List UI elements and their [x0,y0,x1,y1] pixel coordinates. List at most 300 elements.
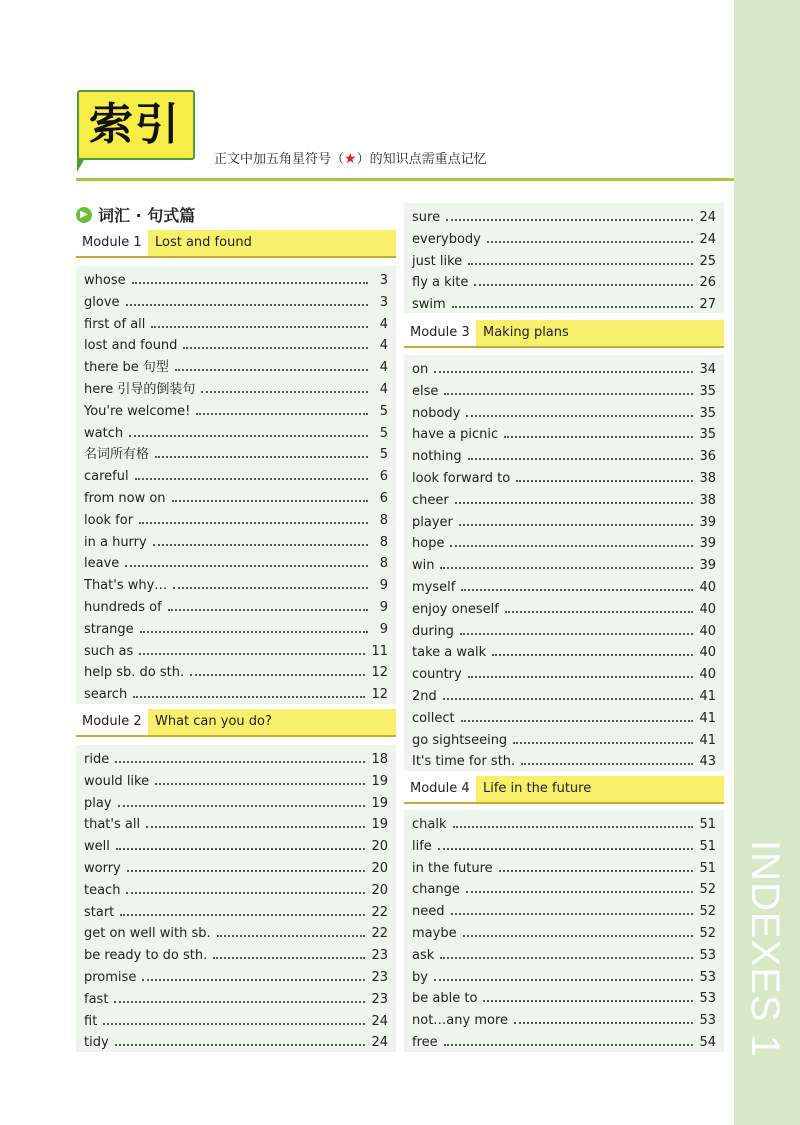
index-entry [412,597,716,617]
index-entry [84,268,388,288]
index-entry [84,377,388,397]
dot-leader [455,502,694,504]
module-number: Module 1 [76,230,148,256]
entry-word: swim [412,297,446,313]
entry-word: chalk [412,817,447,832]
dot-leader [444,1044,694,1046]
dot-leader [151,326,368,328]
entry-word: have a picnic [412,427,499,443]
entry-word: play [84,795,112,811]
dot-leader [139,522,368,524]
dot-leader [142,979,365,981]
dot-leader [114,1001,365,1003]
dot-leader [135,478,368,480]
entry-word: look for [84,512,134,528]
entry-word: whose [84,273,126,288]
entry-page: 6 [379,469,388,485]
dot-leader [175,369,368,371]
entry-word: You're welcome! [84,403,191,419]
entry-word: watch [84,425,124,441]
index-entry [84,617,388,637]
entry-page: 5 [379,403,388,419]
entry-page: 24 [699,210,716,225]
index-entry [412,877,716,897]
entry-word: That's why… [84,578,168,594]
entry-page: 39 [699,558,716,574]
entry-page: 41 [699,710,716,726]
entry-page: 39 [699,536,716,552]
entry-page: 8 [379,556,388,572]
entry-word: not…any more [412,1013,508,1029]
dot-leader [461,589,693,591]
index-entry [84,442,388,462]
entry-word: would like [84,773,150,789]
dot-leader [499,870,694,872]
module-number: Module 3 [404,320,476,346]
entry-word: here 引导的倒装句 [84,382,196,397]
entry-page: 3 [379,294,388,310]
entry-word: nobody [412,405,461,421]
entry-word: country [412,667,462,683]
module-2-continued-list [404,203,724,313]
module-3-list [404,355,724,771]
entry-page: 40 [699,580,716,595]
entry-page: 19 [371,795,388,811]
dot-leader [116,848,366,850]
index-entry [84,900,388,920]
module-1-list [76,266,396,704]
entry-word: fit [84,1013,98,1029]
dot-leader [127,870,366,872]
dot-leader [461,720,694,722]
index-entry [84,965,388,985]
entry-page: 52 [699,926,716,941]
entry-word: there be 句型 [84,360,169,376]
entry-page: 52 [699,904,716,920]
entry-page: 35 [699,383,716,399]
dot-leader [217,935,366,937]
index-entry [412,531,716,551]
index-entry [84,421,388,441]
entry-page: 9 [379,578,388,594]
index-entry [84,943,388,963]
entry-word: sure [412,210,441,225]
dot-leader [103,1023,365,1025]
entry-page: 43 [699,754,716,770]
module-1-header [76,230,396,258]
star-icon: ★ [344,151,357,167]
entry-word: lost and found [84,338,178,354]
dot-leader [514,1022,693,1024]
dot-leader [438,848,694,850]
entry-word: strange [84,621,134,637]
entry-word: change [412,882,460,898]
index-entry [84,530,388,550]
dot-leader [118,805,366,807]
entry-page: 40 [699,667,716,683]
entry-page: 38 [699,492,716,508]
entry-word: during [412,623,454,639]
dot-leader [129,435,368,437]
entry-page: 4 [379,360,388,376]
dot-leader [201,391,368,393]
module-2-list [76,745,396,1052]
index-entry [84,878,388,898]
index-entry [84,856,388,876]
entry-word: life [412,838,432,854]
index-entry [412,422,716,442]
entry-word: maybe [412,926,457,941]
index-entry [412,357,716,377]
index-entry [412,249,716,269]
index-entry [412,510,716,530]
entry-word: that's all [84,817,141,833]
entry-page: 5 [379,447,388,463]
entry-word: be able to [412,991,478,1007]
entry-word: everybody [412,231,481,247]
module-3-header [404,320,724,348]
entry-page: 24 [371,1013,388,1029]
index-entry [84,312,388,332]
dot-leader [468,676,694,678]
index-entry [412,488,716,508]
entry-page: 24 [371,1035,388,1051]
dot-leader [444,393,693,395]
entry-page: 23 [371,948,388,964]
dot-leader [521,763,693,765]
dot-leader [155,456,368,458]
dot-leader [505,611,694,613]
entry-word: in a hurry [84,534,147,550]
dot-leader [513,742,693,744]
entry-page: 27 [699,297,716,313]
index-entry [412,270,716,290]
dot-leader [168,609,368,611]
entry-page: 20 [371,882,388,898]
entry-page: 36 [699,449,716,465]
entry-page: 12 [371,687,388,703]
dot-leader [466,891,694,893]
index-entry [412,1008,716,1028]
dot-leader [172,500,368,502]
entry-word: glove [84,294,120,310]
entry-word: need [412,904,445,920]
index-entry [84,639,388,659]
entry-word: fast [84,991,109,1007]
entry-word: such as [84,643,134,659]
entry-page: 19 [371,817,388,833]
entry-word: careful [84,469,129,485]
entry-page: 20 [371,839,388,855]
dot-leader [213,957,365,959]
entry-word: go sightseeing [412,732,508,748]
side-label: INDEXES 1 [743,840,787,1058]
entry-word: search [84,687,128,703]
dot-leader [468,263,693,265]
index-entry [412,401,716,421]
dot-leader [443,698,694,700]
entry-word: 名词所有格 [84,447,150,463]
index-entry [84,573,388,593]
index-entry [412,1030,716,1050]
entry-word: hope [412,536,445,552]
index-entry [412,227,716,247]
entry-page: 24 [699,231,716,247]
entry-page: 20 [371,861,388,876]
module-number: Module 4 [404,776,476,802]
entry-page: 19 [371,773,388,789]
entry-word: get on well with sb. [84,926,211,942]
index-entry [84,399,388,419]
entry-page: 51 [699,838,716,854]
index-entry [412,205,716,225]
entry-word: else [412,383,439,399]
section-heading-text: 词汇 · 句式篇 [98,206,196,225]
index-entry [84,1030,388,1050]
index-entry [84,355,388,375]
entry-word: win [412,558,435,574]
index-entry [412,640,716,660]
dot-leader [139,653,365,655]
entry-page: 12 [371,665,388,681]
dot-leader [452,306,694,308]
entry-word: help sb. do sth. [84,665,185,681]
index-entry [412,466,716,486]
entry-page: 5 [379,425,388,441]
entry-page: 53 [699,947,716,963]
dot-leader [183,347,368,349]
index-entry [412,662,716,682]
dot-leader [492,654,693,656]
dot-leader [466,415,693,417]
module-title: Life in the future [483,781,592,796]
entry-page: 11 [371,643,388,659]
dot-leader [460,633,694,635]
index-entry [84,921,388,941]
entry-page: 34 [699,362,716,377]
entry-page: 40 [699,601,716,617]
entry-page: 22 [371,904,388,920]
dot-leader [133,696,365,698]
dot-leader [483,1000,693,1002]
entry-page: 41 [699,689,716,704]
dot-leader [155,783,365,785]
dot-leader [115,1044,366,1046]
entry-word: player [412,514,453,530]
entry-page: 53 [699,991,716,1007]
index-entry [412,899,716,919]
index-entry [84,682,388,702]
dot-leader [120,914,365,916]
entry-page: 39 [699,514,716,530]
entry-page: 53 [699,1013,716,1029]
entry-word: enjoy oneself [412,601,499,617]
dot-leader [468,458,694,460]
index-entry [412,856,716,876]
entry-page: 53 [699,969,716,985]
entry-word: It's time for sth. [412,754,516,770]
module-2-header [76,709,396,737]
entry-word: worry [84,861,121,876]
index-entry [84,834,388,854]
entry-word: free [412,1035,438,1050]
entry-page: 9 [379,600,388,615]
dot-leader [434,979,694,981]
module-number: Module 2 [76,709,148,735]
entry-page: 35 [699,405,716,421]
entry-word: promise [84,970,137,985]
entry-page: 23 [371,970,388,985]
index-entry [412,943,716,963]
header-divider [76,178,734,181]
index-entry [412,749,716,769]
entry-page: 40 [699,623,716,639]
dot-leader [173,587,368,589]
module-title: Lost and found [155,235,252,250]
dot-leader [115,761,365,763]
entry-page: 40 [699,645,716,661]
entry-word: leave [84,556,120,572]
dot-leader [459,524,694,526]
page-title: 索引 [89,99,181,150]
entry-page: 25 [699,253,716,269]
index-entry [412,921,716,941]
index-entry [412,728,716,748]
page-title-box [77,90,195,160]
entry-word: 2nd [412,689,437,704]
index-entry [84,464,388,484]
entry-page: 51 [699,817,716,832]
entry-page: 22 [371,926,388,942]
index-entry [84,812,388,832]
dot-leader [190,674,365,676]
entry-page: 8 [379,512,388,528]
entry-page: 3 [379,273,388,288]
entry-word: collect [412,710,455,726]
index-entry [84,333,388,353]
entry-page: 38 [699,471,716,486]
entry-page: 4 [379,382,388,397]
entry-page: 26 [699,275,716,291]
dot-leader [153,544,368,546]
subtitle-after: ）的知识点需重点记忆 [356,152,487,167]
section-heading [76,203,195,226]
dot-leader [196,413,368,415]
dot-leader [450,545,693,547]
entry-page: 6 [379,491,388,506]
index-entry [412,706,716,726]
index-entry [84,660,388,680]
title-box-tail [77,158,85,172]
entry-word: well [84,839,110,855]
arrow-right-icon: ▶ [76,207,92,223]
index-entry [412,834,716,854]
entry-page: 9 [379,621,388,637]
entry-word: on [412,362,429,377]
entry-word: start [84,904,115,920]
dot-leader [487,241,694,243]
dot-leader [451,913,694,915]
dot-leader [146,826,365,828]
module-4-header [404,776,724,804]
subtitle-before: 正文中加五角星符号（ [214,152,345,167]
index-entry [412,812,716,832]
dot-leader [125,565,368,567]
entry-word: ask [412,947,435,963]
entry-word: ride [84,752,110,767]
dot-leader [463,935,694,937]
entry-page: 18 [371,752,388,767]
index-entry [84,769,388,789]
index-entry [84,747,388,767]
dot-leader [440,957,693,959]
entry-word: take a walk [412,645,487,661]
entry-page: 54 [699,1035,716,1050]
entry-word: look forward to [412,471,511,486]
index-entry [84,290,388,310]
index-entry [412,553,716,573]
entry-page: 52 [699,882,716,898]
index-entry [84,595,388,615]
entry-word: be ready to do sth. [84,948,208,964]
index-entry [412,292,716,312]
module-title: Making plans [483,325,569,340]
entry-page: 51 [699,860,716,876]
entry-page: 4 [379,316,388,332]
index-entry [412,444,716,464]
entry-page: 8 [379,534,388,550]
dot-leader [140,631,368,633]
entry-page: 23 [371,991,388,1007]
index-entry [84,987,388,1007]
index-entry [84,791,388,811]
index-entry [412,684,716,704]
dot-leader [504,436,693,438]
index-entry [412,986,716,1006]
entry-page: 41 [699,732,716,748]
entry-word: by [412,969,428,985]
dot-leader [126,304,368,306]
index-entry [84,508,388,528]
dot-leader [516,480,693,482]
dot-leader [453,826,694,828]
index-entry [84,486,388,506]
index-entry [412,619,716,639]
dot-leader [474,284,693,286]
entry-word: in the future [412,860,493,876]
index-entry [84,1009,388,1029]
entry-word: hundreds of [84,600,162,615]
entry-word: just like [412,253,463,269]
dot-leader [434,371,693,373]
dot-leader [440,567,693,569]
dot-leader [132,282,368,284]
entry-word: nothing [412,449,462,465]
entry-word: teach [84,882,121,898]
module-4-list [404,810,724,1052]
entry-word: from now on [84,491,166,506]
entry-word: first of all [84,316,146,332]
module-title: What can you do? [155,714,272,729]
index-entry [412,379,716,399]
entry-word: myself [412,580,456,595]
entry-page: 4 [379,338,388,354]
index-entry [412,965,716,985]
dot-leader [446,219,693,221]
entry-word: tidy [84,1035,109,1051]
entry-word: fly a kite [412,275,469,291]
entry-page: 35 [699,427,716,443]
